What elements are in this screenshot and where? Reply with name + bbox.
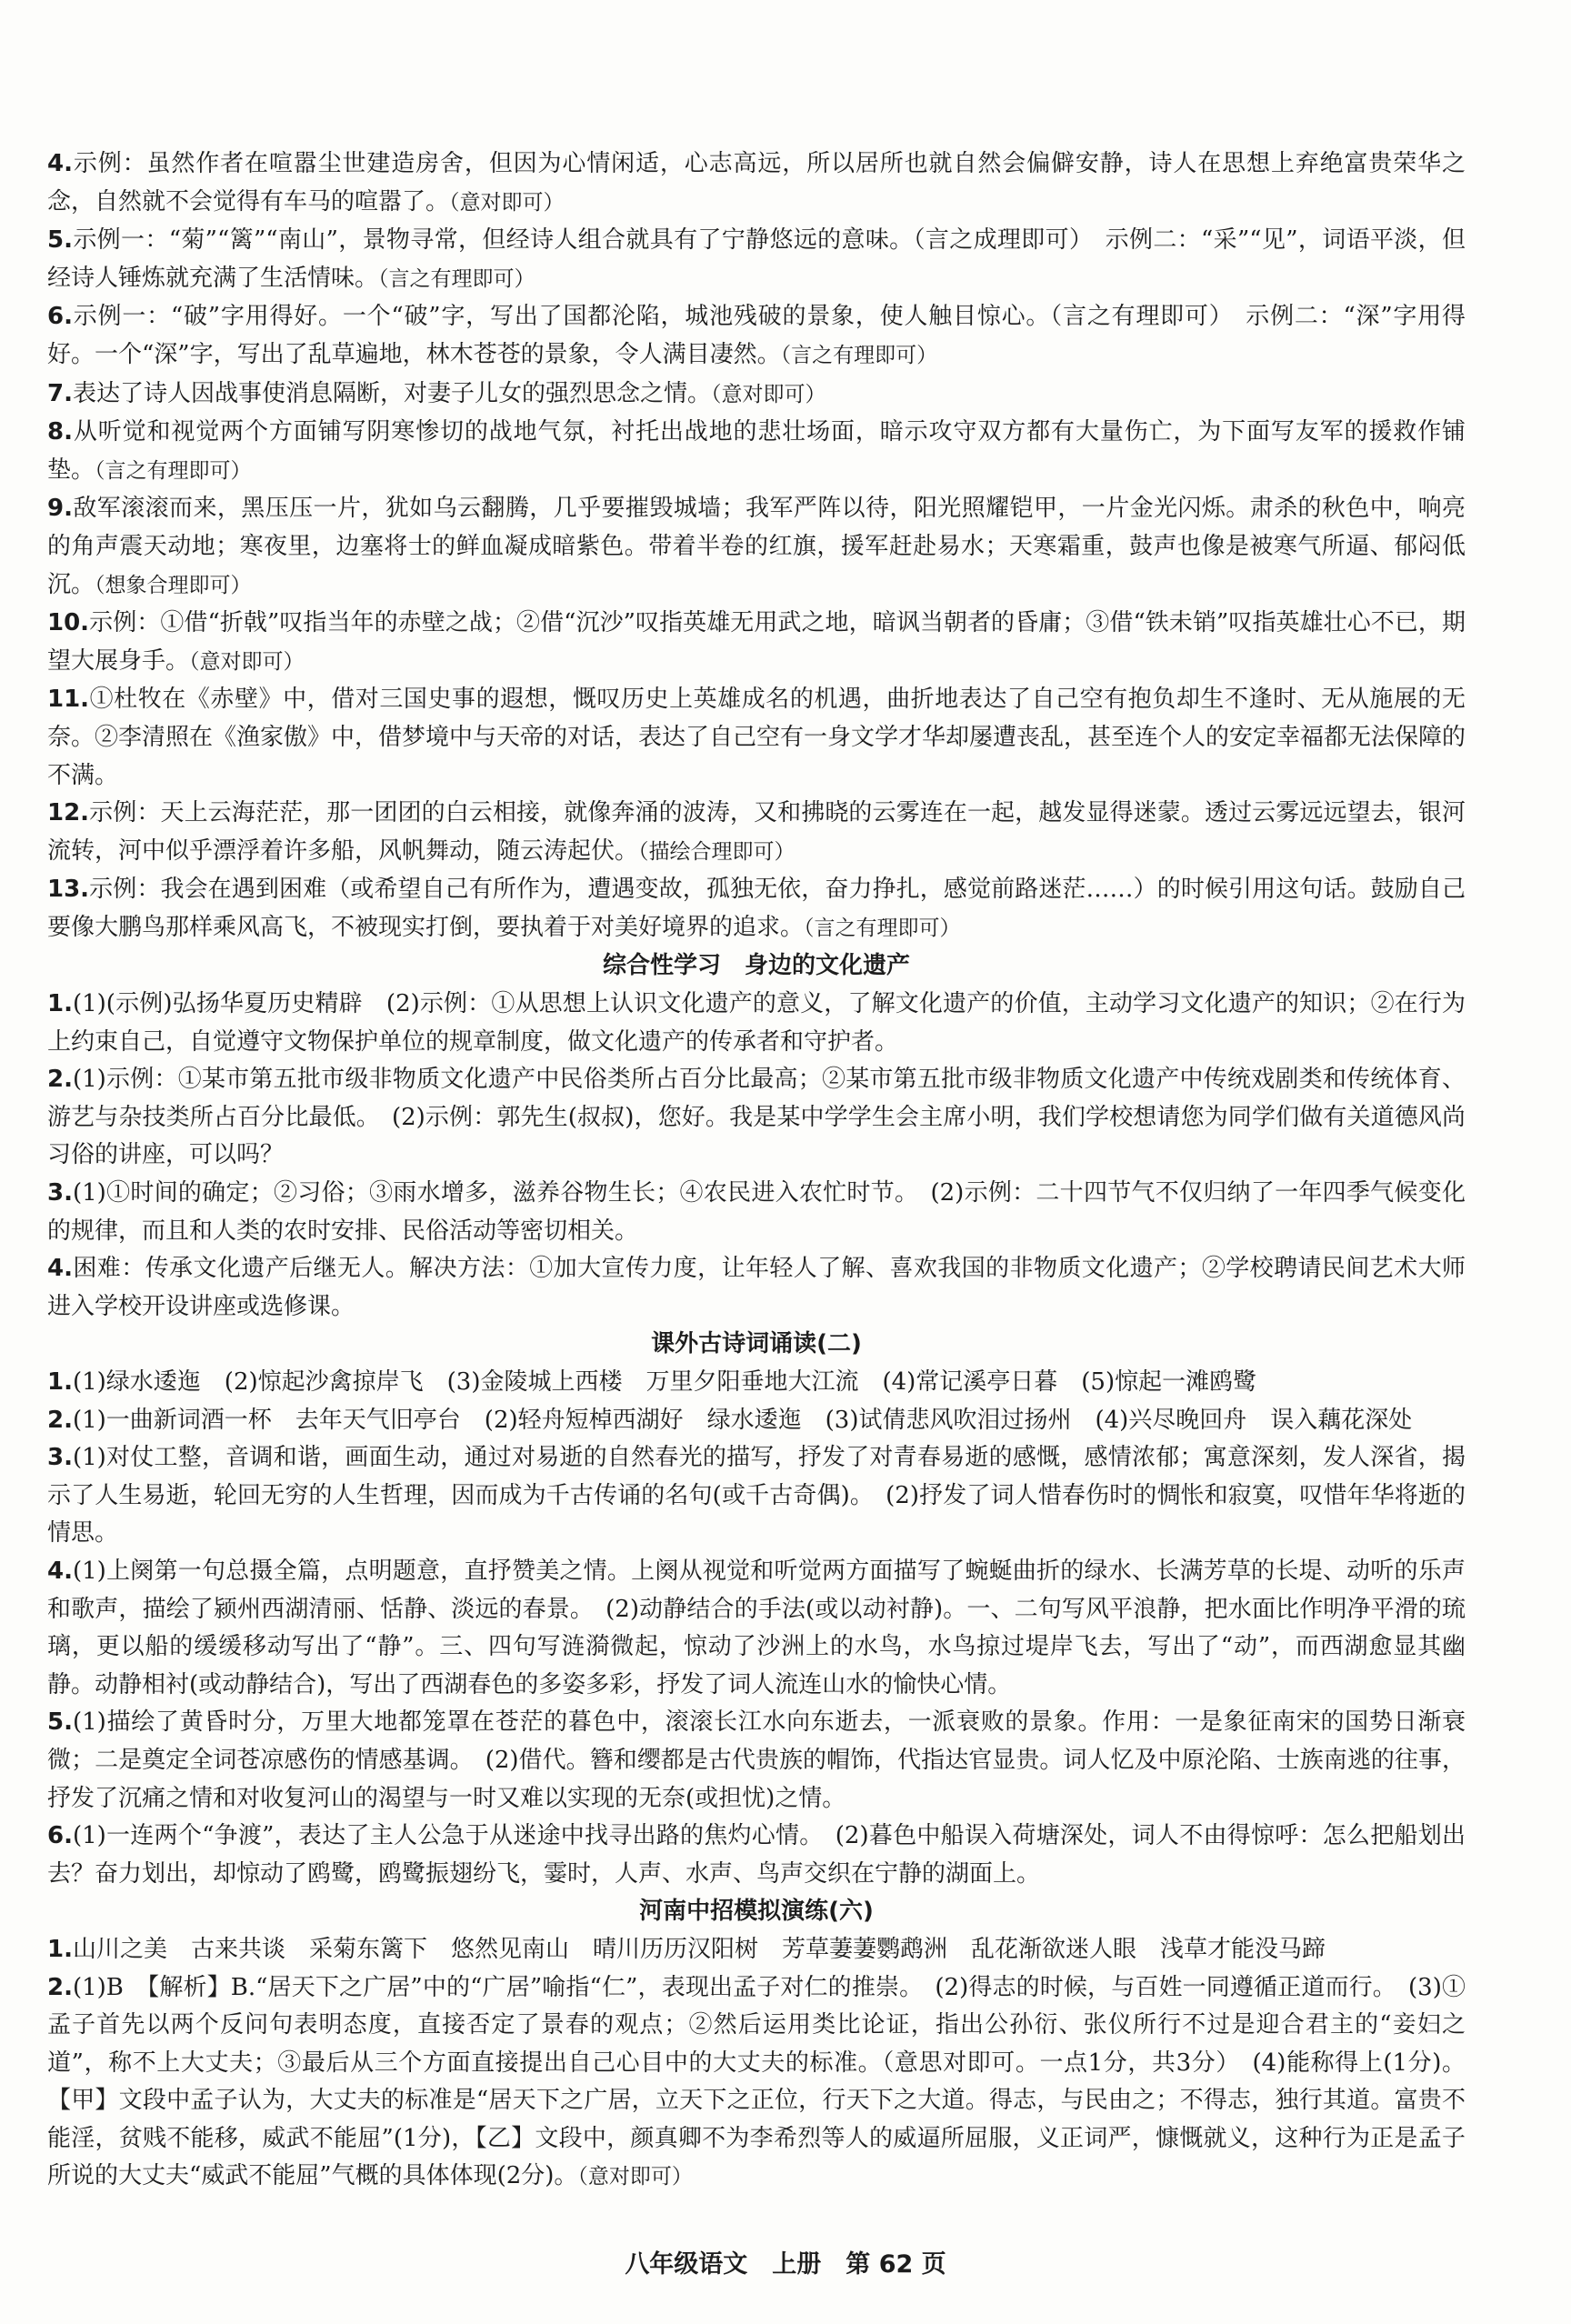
answer-number: 7. [47, 379, 73, 407]
answer-item [47, 1931, 1466, 1969]
section-title: 河南中招模拟演练(六) [639, 1898, 874, 1926]
answer-item [47, 414, 1466, 490]
answer-text: ①杜牧在《赤壁》中，借对三国史事的遐想，慨叹历史上英雄成名的机遇，曲折地表达了自己空有抱负却生不逢时、无从施展的无奈。②李清照在《渔家傲》中，借梦境中与天帝的对话，表达了自己空有一身文学才华却屡遭丧乱，甚至连个人的安定幸福都无法保障的不满。 [47, 686, 1466, 789]
answer-text: (1)描绘了黄昏时分，万里大地都笼罩在苍茫的暮色中，滚滚长江水向东逝去，一派衰败的景象。作用：一是象征南宋的国势日渐衰微；二是奠定全词苍凉感伤的情感基调。 (2)借代。簪和缨都是古代贵族的帽饰，代指达官显贵。词人忆及中原沦陷、士族南逃的往事，抒发了沉痛之情和对收复河山的渴望与一时又难以实现的无奈(或担忧)之情。 [47, 1708, 1466, 1812]
grading-note: （意对即可） [189, 649, 305, 674]
answer-number: 13. [47, 876, 90, 904]
answer-text: 示例：天上云海茫茫，那一团团的白云相接，就像奔涌的波涛，又和拂晓的云雾连在一起，越发显得迷蒙。透过云雾远远望去，银河流转，河中似乎漂浮着许多船，风帆舞动，随云涛起伏。 [47, 799, 1466, 865]
section-title: 课外古诗词诵读(二) [651, 1330, 862, 1358]
answer-item [47, 605, 1466, 681]
answer-text: (1)①时间的确定；②习俗；③雨水增多，滋养谷物生长；④农民进入农忙时节。 (2)示例：二十四节气不仅归纳了一年四季气候变化的规律，而且和人类的农时安排、民俗活动等密切相关。 [47, 1179, 1466, 1245]
grading-note: （言之有理即可） [378, 266, 535, 291]
answer-number: 2. [47, 1406, 73, 1434]
answer-number: 4. [47, 1557, 73, 1585]
grading-note: （言之有理即可） [804, 916, 961, 940]
answer-item [47, 1061, 1466, 1175]
answer-item [47, 1553, 1466, 1704]
grading-note: （意对即可） [577, 2165, 693, 2189]
grading-note: （言之有理即可） [95, 458, 252, 483]
answer-item [47, 1402, 1466, 1440]
grading-note: （意对即可） [449, 190, 565, 215]
answer-text: 敌军滚滚而来，黑压压一片，犹如乌云翻腾，几乎要摧毁城墙；我军严阵以待，阳光照耀铠甲，一片金光闪烁。肃杀的秋色中，响亮的角声震天动地；寒夜里，边塞将士的鲜血凝成暗紫色。带着半卷的红旗，援军赶赴易水；天寒霜重，鼓声也像是被寒气所逼、郁闷低沉。 [47, 495, 1466, 598]
answer-item [47, 222, 1466, 298]
page-footer: 八年级语文 上册 第 62 页 [625, 2250, 946, 2279]
answer-number: 2. [47, 1973, 73, 2001]
answer-item [47, 986, 1466, 1061]
answer-text: 示例：我会在遇到困难（或希望自己有所作为，遭遇变故，孤独无依，奋力挣扎，感觉前路迷茫……）的时候引用这句话。鼓励自己要像大鹏鸟那样乘风高飞，不被现实打倒，要执着于对美好境界的追求。 [47, 876, 1466, 941]
answer-number: 1. [47, 1368, 73, 1396]
answer-item [47, 795, 1466, 871]
answer-number: 1. [47, 1935, 73, 1963]
answer-item [47, 1818, 1466, 1893]
answer-item [47, 490, 1466, 605]
answer-number: 6. [47, 303, 73, 331]
answer-number: 5. [47, 1708, 73, 1737]
answer-item [47, 1439, 1466, 1553]
answer-text: (1)B 【解析】B.“居天下之广居”中的“广居”喻指“仁”，表现出孟子对仁的推崇。 (2)得志的时候，与百姓一同遵循正道而行。 (3)①孟子首先以两个反问句表明态度，直接否定了景春的观点；②然后运用类比论证，指出公孙衍、张仪所行不过是迎合君主的“妾妇之道”，称不上大丈夫；③最后从三个方面直接提出自己心目中的大丈夫的标准。（意思对即可。一点1分，共3分） (4)能称得上(1分)。【甲】文段中孟子认为，大丈夫的标准是“居天下之广居，立天下之正位，行天下之大道。得志，与民由之；不得志，独行其道。富贵不能淫，贫贱不能移，威武不能屈”(1分)，【乙】文段中，颜真卿不为李希烈等人的威逼所屈服，义正词严，慷慨就义，这种行为正是孟子所说的大丈夫“威武不能屈”气概的具体体现(2分)。 [47, 1973, 1466, 2190]
grading-note: （描绘合理即可） [638, 839, 796, 864]
answer-number: 4. [47, 1255, 73, 1283]
answer-text: 示例一：“菊”“篱”“南山”，景物寻常，但经诗人组合就具有了宁静悠远的意味。（言之成理即可） 示例二：“采”“见”，词语平淡，但经诗人锤炼就充满了生活情味。 [47, 226, 1466, 292]
grading-note: （意对即可） [710, 382, 826, 406]
answer-number: 4. [47, 150, 73, 177]
answer-text: (1)对仗工整，音调和谐，画面生动，通过对易逝的自然春光的描写，抒发了对青春易逝的感慨，感情浓郁；寓意深刻，发人深省，揭示了人生易逝，轮回无穷的人生哲理，因而成为千古传诵的名句(或千古奇偶)。 (2)抒发了词人惜春伤时的惆怅和寂寞，叹惜年华将逝的情思。 [47, 1444, 1466, 1548]
answer-number: 6. [47, 1822, 73, 1850]
answer-item [47, 1250, 1466, 1326]
answer-text: (1)(示例)弘扬华夏历史精辟 (2)示例：①从思想上认识文化遗产的意义，了解文化遗产的价值，主动学习文化遗产的知识；②在行为上约束自己，自觉遵守文物保护单位的规章制度，做文化遗产的传承者和守护者。 [47, 990, 1466, 1056]
answer-number: 9. [47, 495, 73, 523]
answer-text: (1)上阕第一句总摄全篇，点明题意，直抒赞美之情。上阕从视觉和听觉两方面描写了蜿蜒曲折的绿水、长满芳草的长堤、动听的乐声和歌声，描绘了颍州西湖清丽、恬静、淡远的春景。 (2)动静结合的手法(或以动衬静)。一、二句写风平浪静，把水面比作明净平滑的琉璃，更以船的缓缓移动写出了“静”。三、四句写涟漪微起，惊动了沙洲上的水鸟，水鸟掠过堤岸飞去，写出了“动”，而西湖愈显其幽静。动静相衬(或动静结合)，写出了西湖春色的多姿多彩，抒发了词人流连山水的愉快心情。 [47, 1557, 1466, 1698]
section-title: 综合性学习 身边的文化遗产 [602, 952, 910, 980]
answer-item [47, 298, 1466, 375]
answer-text: (1)示例：①某市第五批市级非物质文化遗产中民俗类所占百分比最高；②某市第五批市级非物质文化遗产中传统戏剧类和传统体育、游艺与杂技类所占百分比最低。 (2)示例：郭先生(叔叔)，您好。我是某中学学生会主席小明，我们学校想请您为同学们做有关道德风尚习俗的讲座，可以吗？ [47, 1066, 1466, 1169]
answer-text: (1)一曲新词酒一杯 去年天气旧亭台 (2)轻舟短棹西湖好 绿水逶迤 (3)试倩悲风吹泪过扬州 (4)兴尽晚回舟 误入藕花深处 [72, 1406, 1413, 1434]
answer-number: 1. [47, 990, 73, 1018]
answer-text: 表达了诗人因战事使消息隔断，对妻子儿女的强烈思念之情。 [72, 379, 711, 407]
answer-item [47, 1364, 1466, 1402]
answer-content [47, 145, 1466, 2197]
answer-text: (1)绿水逶迤 (2)惊起沙禽掠岸飞 (3)金陵城上西楼 万里夕阳垂地大江流 (4)常记溪亭日暮 (5)惊起一滩鸥鹭 [72, 1368, 1257, 1396]
answer-item [47, 871, 1466, 947]
answer-text: 示例：虽然作者在喧嚣尘世建造房舍，但因为心情闲适，心志高远，所以居所也就自然会偏僻安静，诗人在思想上弃绝富贵荣华之念，自然就不会觉得有车马的喧嚣了。 [47, 150, 1466, 215]
answer-item [47, 1704, 1466, 1818]
answer-item [47, 1969, 1466, 2198]
answer-text: 山川之美 古来共谈 采菊东篱下 悠然见南山 晴川历历汉阳树 芳草萋萋鹦鹉洲 乱花渐欲迷人眼 浅草才能没马蹄 [72, 1935, 1326, 1963]
answer-number: 3. [47, 1444, 73, 1472]
answer-number: 2. [47, 1066, 73, 1094]
answer-number: 12. [47, 799, 90, 827]
grading-note: （想象合理即可） [95, 573, 252, 597]
answer-number: 3. [47, 1179, 73, 1207]
answer-number: 5. [47, 226, 73, 255]
answer-item [47, 145, 1466, 222]
answer-text: 示例一：“破”字用得好。一个“破”字，写出了国都沦陷，城池残破的景象，使人触目惊心。（言之有理即可） 示例二：“深”字用得好。一个“深”字，写出了乱草遍地，林木苍苍的景象，令人满目凄然。 [47, 303, 1466, 368]
answer-number: 10. [47, 609, 90, 637]
answer-item [47, 1175, 1466, 1250]
answer-item [47, 681, 1466, 795]
answer-text: (1)一连两个“争渡”，表达了主人公急于从迷途中找寻出路的焦灼心情。 (2)暮色中船误入荷塘深处，词人不由得惊呼：怎么把船划出去？奋力划出，却惊动了鸥鹭，鸥鹭振翅纷飞，霎时，人声、水声、鸟声交织在宁静的湖面上。 [47, 1822, 1466, 1888]
answer-number: 8. [47, 418, 73, 446]
answer-text: 困难：传承文化遗产后继无人。解决方法：①加大宣传力度，让年轻人了解、喜欢我国的非物质文化遗产；②学校聘请民间艺术大师进入学校开设讲座或选修课。 [47, 1255, 1466, 1320]
answer-text: 示例：①借“折戟”叹指当年的赤壁之战；②借“沉沙”叹指英雄无用武之地，暗讽当朝者的昏庸；③借“铁未销”叹指英雄壮心不已，期望大展身手。 [47, 609, 1466, 675]
answer-item [47, 376, 1466, 415]
answer-text: 从听觉和视觉两个方面铺写阴寒惨切的战地气氛，衬托出战地的悲壮场面，暗示攻守双方都有大量伤亡，为下面写友军的援救作铺垫。 [47, 418, 1466, 484]
grading-note: （言之有理即可） [780, 343, 938, 367]
answer-number: 11. [47, 686, 90, 714]
